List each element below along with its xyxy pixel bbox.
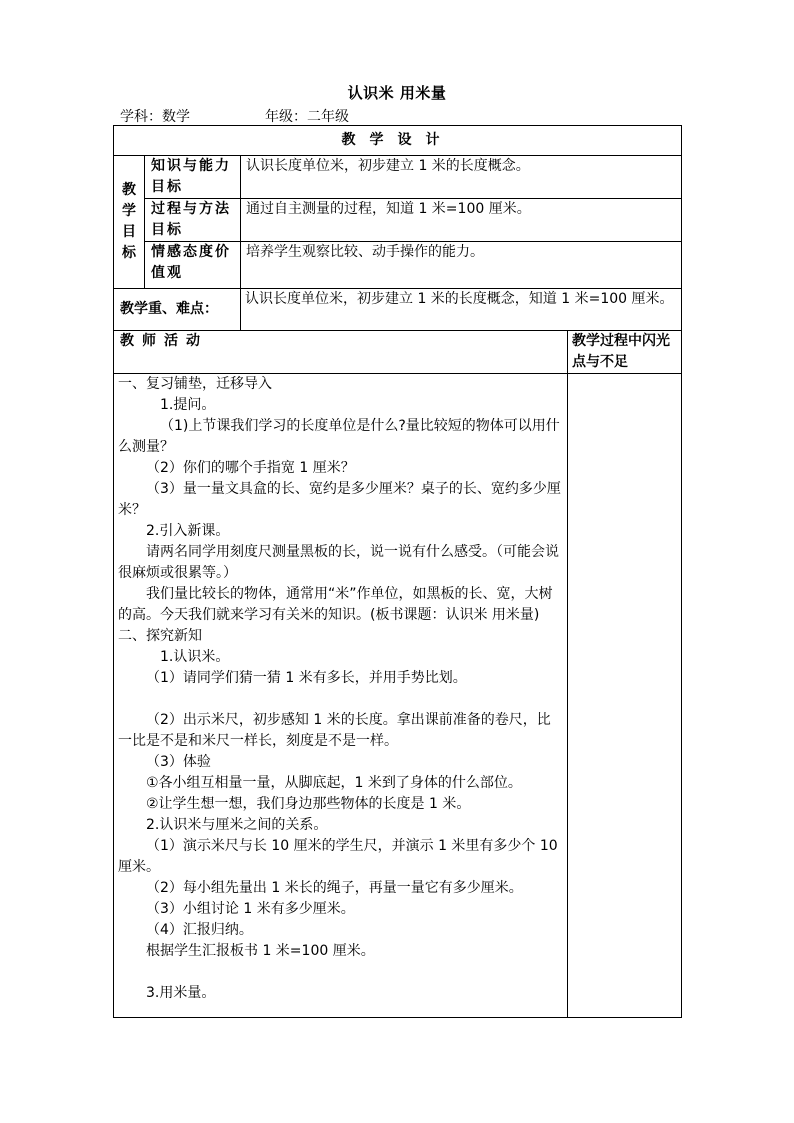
section-heading: 一、复习铺垫，迁移导入 <box>118 376 272 392</box>
content-line: 1.认识米。 <box>160 649 230 665</box>
lesson-plan-table <box>113 125 682 1018</box>
goal-desc-attitude: 培养学生观察比较、动手操作的能力。 <box>241 242 682 289</box>
goal-desc-process: 通过自主测量的过程，知道 1 米=100 厘米。 <box>241 199 682 242</box>
content-line: 我们量比较长的物体，通常用“米”作单位，如黑板的长、宽，大树的高。今天我们就来学习有关米的知识。(板书课题：认识米 用米量) <box>118 586 553 623</box>
document-meta <box>120 106 349 126</box>
content-line: 根据学生汇报板书 1 米=100 厘米。 <box>146 943 375 959</box>
content-line: 2.引入新课。 <box>146 523 230 539</box>
reflection-header: 教学过程中闪光点与不足 <box>568 331 682 374</box>
blank-line <box>118 962 563 983</box>
teacher-activity-header: 教师活动 <box>114 331 568 374</box>
content-line: （3）体验 <box>146 754 211 770</box>
content-line: （3）小组讨论 1 米有多少厘米。 <box>146 901 355 917</box>
goals-label-text: 教学目标 <box>122 182 136 261</box>
content-line: （3）量一量文具盒的长、宽约是多少厘米？桌子的长、宽约多少厘米？ <box>118 481 561 518</box>
goal-name-knowledge: 知识与能力目标 <box>145 156 241 199</box>
key-points-text: 认识长度单位米，初步建立 1 米的长度概念，知道 1 米=100 厘米。 <box>241 289 682 331</box>
key-points-label: 教学重、难点： <box>114 289 241 331</box>
content-line: 请两名同学用刻度尺测量黑板的长，说一说有什么感受。（可能会说很麻烦或很累等。） <box>118 544 559 581</box>
teacher-activity-content <box>114 374 568 1018</box>
content-line: （4）汇报归纳。 <box>146 922 253 938</box>
goals-label <box>114 156 145 289</box>
content-line: ②让学生想一想，我们身边那些物体的长度是 1 米。 <box>146 796 471 812</box>
goal-desc-knowledge: 认识长度单位米，初步建立 1 米的长度概念。 <box>241 156 682 199</box>
content-line: （1）演示米尺与长 10 厘米的学生尺，并演示 1 米里有多少个 10 厘米。 <box>118 838 558 875</box>
goal-name-attitude: 情感态度价值观 <box>145 242 241 289</box>
content-line: 3.用米量。 <box>146 985 216 1001</box>
grade-label: 年级：二年级 <box>265 109 349 125</box>
document-title: 认识米 用米量 <box>347 84 447 102</box>
content-line: （1）请同学们猜一猜 1 米有多长，并用手势比划。 <box>146 670 467 686</box>
content-line: （1)上节课我们学习的长度单位是什么?量比较短的物体可以用什么测量？ <box>118 418 560 455</box>
section-heading: 二、探究新知 <box>118 628 202 644</box>
content-line: ①各小组互相量一量，从脚底起，1 米到了身体的什么部位。 <box>146 775 522 791</box>
subject-label: 学科：数学 <box>120 109 190 125</box>
content-line: 2.认识米与厘米之间的关系。 <box>146 817 328 833</box>
content-line: （2）每小组先量出 1 米长的绳子，再量一量它有多少厘米。 <box>146 880 523 896</box>
table-header: 教学设计 <box>114 126 682 156</box>
content-line: （2）你们的哪个手指宽 1 厘米？ <box>146 460 355 476</box>
content-line: （2）出示米尺，初步感知 1 米的长度。拿出课前准备的卷尺，比一比是不是和米尺一样长，刻度是不是一样。 <box>118 712 551 749</box>
content-line: 1.提问。 <box>160 397 216 413</box>
goal-name-process: 过程与方法目标 <box>145 199 241 242</box>
reflection-content <box>568 374 682 1018</box>
blank-line <box>118 689 563 710</box>
